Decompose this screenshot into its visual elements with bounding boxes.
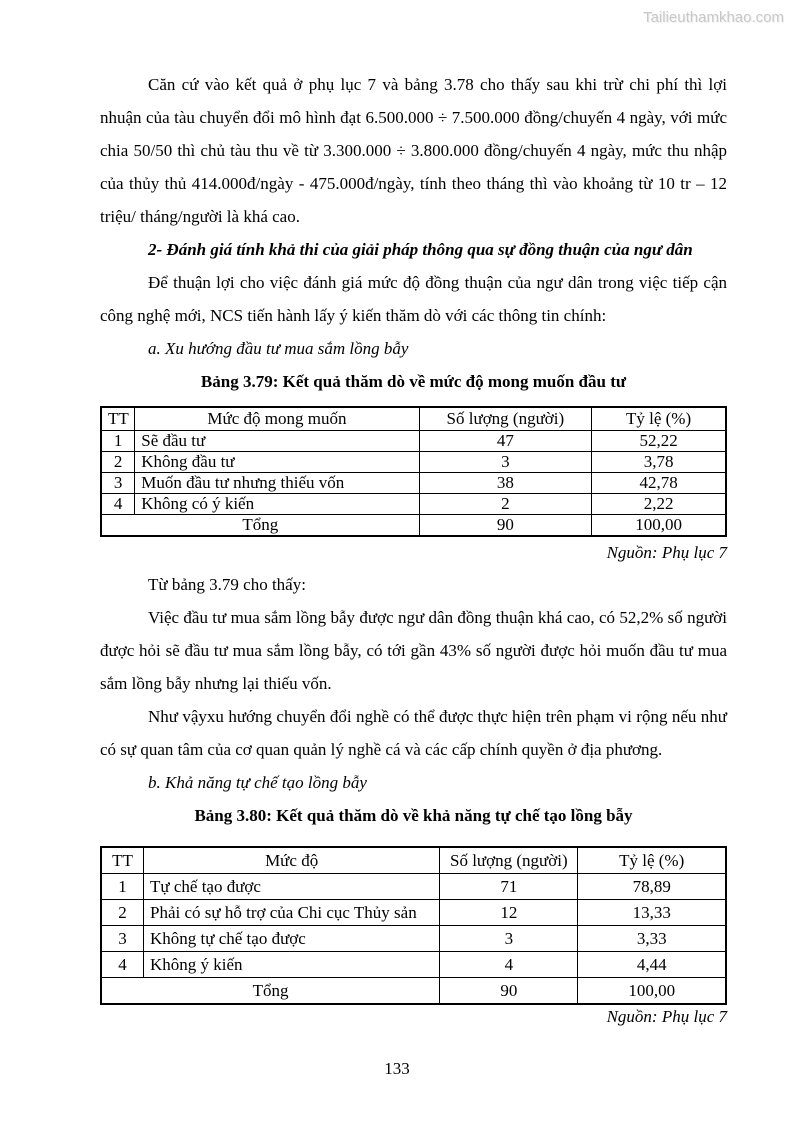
cell-total-count: 90 — [440, 978, 578, 1005]
cell-so-luong: 71 — [440, 874, 578, 900]
cell-total-percent: 100,00 — [592, 514, 726, 536]
cell-ty-le: 52,22 — [592, 430, 726, 451]
paragraph-result: Việc đầu tư mua sắm lồng bẫy được ngư dân đồng thuận khá cao, có 52,2% số người được hỏi sẽ đầu tư mua sắm lồng bẫy, có tới gần 43% số người được hỏi muốn đầu tư mua sắm lồng bẫy nhưng lại thiếu vốn. — [100, 607, 727, 693]
cell-muc-do: Không tự chế tạo được — [144, 926, 440, 952]
column-header-muc-do: Mức độ — [144, 847, 440, 874]
table-header-row — [101, 407, 726, 430]
cell-so-luong: 3 — [440, 926, 578, 952]
cell-so-luong: 4 — [440, 952, 578, 978]
cell-muc-do: Phải có sự hỗ trợ của Chi cục Thủy sản — [144, 900, 440, 926]
cell-ty-le: 2,22 — [592, 493, 726, 514]
paragraph-income: Căn cứ vào kết quả ở phụ lục 7 và bảng 3.78 cho thấy sau khi trừ chi phí thì lợi nhuận của tàu chuyển đổi mô hình đạt 6.500.000 ÷ 7.500.000 đồng/chuyến 4 ngày, với mức chia 50/50 thì chủ tàu thu về từ 3.300.000 ÷ 3.800.000 đồng/chuyến 4 ngày, mức thu nhập của thủy thủ 414.000đ/ngày - 475.000đ/ngày, tính theo tháng thì vào khoảng từ 10 tr – 12 triệu/ tháng/người là khá cao. — [100, 75, 727, 226]
cell-tt: 2 — [101, 451, 135, 472]
watermark-text: Tailieuthamkhao.com — [643, 9, 784, 26]
table-3-80 — [100, 846, 727, 1006]
cell-tt: 1 — [101, 430, 135, 451]
paragraph-from-table: Từ bảng 3.79 cho thấy: — [148, 574, 306, 594]
cell-ty-le: 3,78 — [592, 451, 726, 472]
column-header-ty-le: Tỷ lệ (%) — [592, 407, 726, 430]
column-header-so-luong: Số lượng (người) — [419, 407, 592, 430]
cell-tt: 3 — [101, 926, 144, 952]
item-a-label: a. Xu hướng đầu tư mua sắm lồng bẫy — [148, 339, 409, 358]
table-header-row — [101, 847, 726, 874]
cell-muc-do: Không đầu tư — [135, 451, 419, 472]
cell-ty-le: 3,33 — [578, 926, 726, 952]
cell-so-luong: 47 — [419, 430, 592, 451]
cell-total-percent: 100,00 — [578, 978, 726, 1005]
table-row — [101, 874, 726, 900]
heading-section-2: 2- Đánh giá tính khả thi của giải pháp thông qua sự đồng thuận của ngư dân — [148, 240, 693, 259]
cell-ty-le: 13,33 — [578, 900, 726, 926]
cell-so-luong: 3 — [419, 451, 592, 472]
cell-so-luong: 2 — [419, 493, 592, 514]
table-total-row — [101, 514, 726, 536]
cell-total-count: 90 — [419, 514, 592, 536]
page-number: 133 — [384, 1059, 410, 1078]
cell-tt: 4 — [101, 493, 135, 514]
table-row — [101, 472, 726, 493]
cell-ty-le: 78,89 — [578, 874, 726, 900]
cell-muc-do: Tự chế tạo được — [144, 874, 440, 900]
column-header-tt: TT — [101, 407, 135, 430]
cell-muc-do: Không ý kiến — [144, 952, 440, 978]
item-b-label: b. Khả năng tự chế tạo lồng bẫy — [148, 772, 367, 792]
table-row — [101, 926, 726, 952]
table-row — [101, 493, 726, 514]
cell-tt: 2 — [101, 900, 144, 926]
cell-muc-do: Muốn đầu tư nhưng thiếu vốn — [135, 472, 419, 493]
table-row — [101, 430, 726, 451]
cell-ty-le: 42,78 — [592, 472, 726, 493]
cell-tt: 4 — [101, 952, 144, 978]
column-header-ty-le: Tỷ lệ (%) — [578, 847, 726, 874]
cell-muc-do: Không có ý kiến — [135, 493, 419, 514]
column-header-muc-do: Mức độ mong muốn — [135, 407, 419, 430]
cell-so-luong: 12 — [440, 900, 578, 926]
table-row — [101, 952, 726, 978]
cell-tt: 3 — [101, 472, 135, 493]
table-row — [101, 900, 726, 926]
cell-total-label: Tổng — [101, 978, 440, 1005]
paragraph-survey-intro: Để thuận lợi cho việc đánh giá mức độ đồng thuận của ngư dân trong việc tiếp cận công nghệ mới, NCS tiến hành lấy ý kiến thăm dò với các thông tin chính: — [100, 273, 727, 325]
paragraph-conclusion: Như vậyxu hướng chuyển đổi nghề có thể được thực hiện trên phạm vi rộng nếu như có sự quan tâm của cơ quan quản lý nghề cá và các cấp chính quyền ở địa phương. — [100, 706, 727, 759]
table-3-79 — [100, 406, 727, 537]
column-header-so-luong: Số lượng (người) — [440, 847, 578, 874]
cell-muc-do: Sẽ đầu tư — [135, 430, 419, 451]
table-3-80-source: Nguồn: Phụ lục 7 — [606, 1007, 727, 1026]
table-3-79-caption: Bảng 3.79: Kết quả thăm dò về mức độ mong muốn đầu tư — [200, 372, 627, 391]
column-header-tt: TT — [101, 847, 144, 874]
table-3-80-caption: Bảng 3.80: Kết quả thăm dò về khả năng tự chế tạo lồng bẫy — [194, 805, 633, 825]
cell-tt: 1 — [101, 874, 144, 900]
table-row — [101, 451, 726, 472]
cell-total-label: Tổng — [101, 514, 419, 536]
cell-ty-le: 4,44 — [578, 952, 726, 978]
table-3-79-source: Nguồn: Phụ lục 7 — [606, 542, 727, 562]
cell-so-luong: 38 — [419, 472, 592, 493]
